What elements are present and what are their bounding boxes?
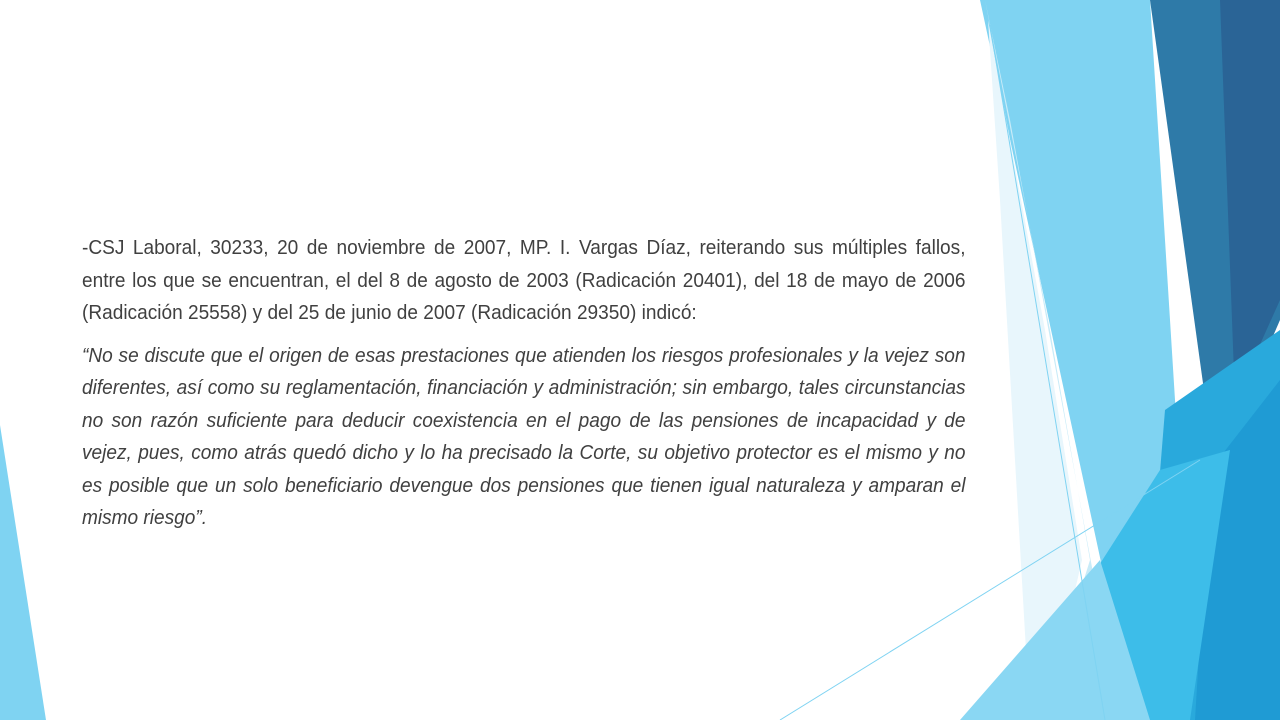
quote-paragraph: “No se discute que el origen de esas prestaciones que atienden los riesgos profesionales y la vejez son diferentes, así como su reglamentación, financiación y administración; sin embargo, tales circunstancias no son razón suficiente para deducir coexistencia en el pago de las pensiones de incapacidad y de vejez, pues, como atrás quedó dicho y lo ha precisado la Corte, su objetivo protector es el mismo y no es posible que un solo beneficiario devengue dos pensiones que tienen igual naturaleza y amparan el mismo riesgo”. <box>82 343 966 529</box>
citation-paragraph: -CSJ Laboral, 30233, 20 de noviembre de 2007, MP. I. Vargas Díaz, reiterando sus múltiples fallos, entre los que se encuentran, el del 8 de agosto de 2003 (Radicación 20401), del 18 de mayo de 2006 (Radicación 25558) y del 25 de junio de 2007 (Radicación 29350) indicó: <box>82 236 966 324</box>
body-text <box>82 232 966 545</box>
left-facet <box>0 425 46 720</box>
